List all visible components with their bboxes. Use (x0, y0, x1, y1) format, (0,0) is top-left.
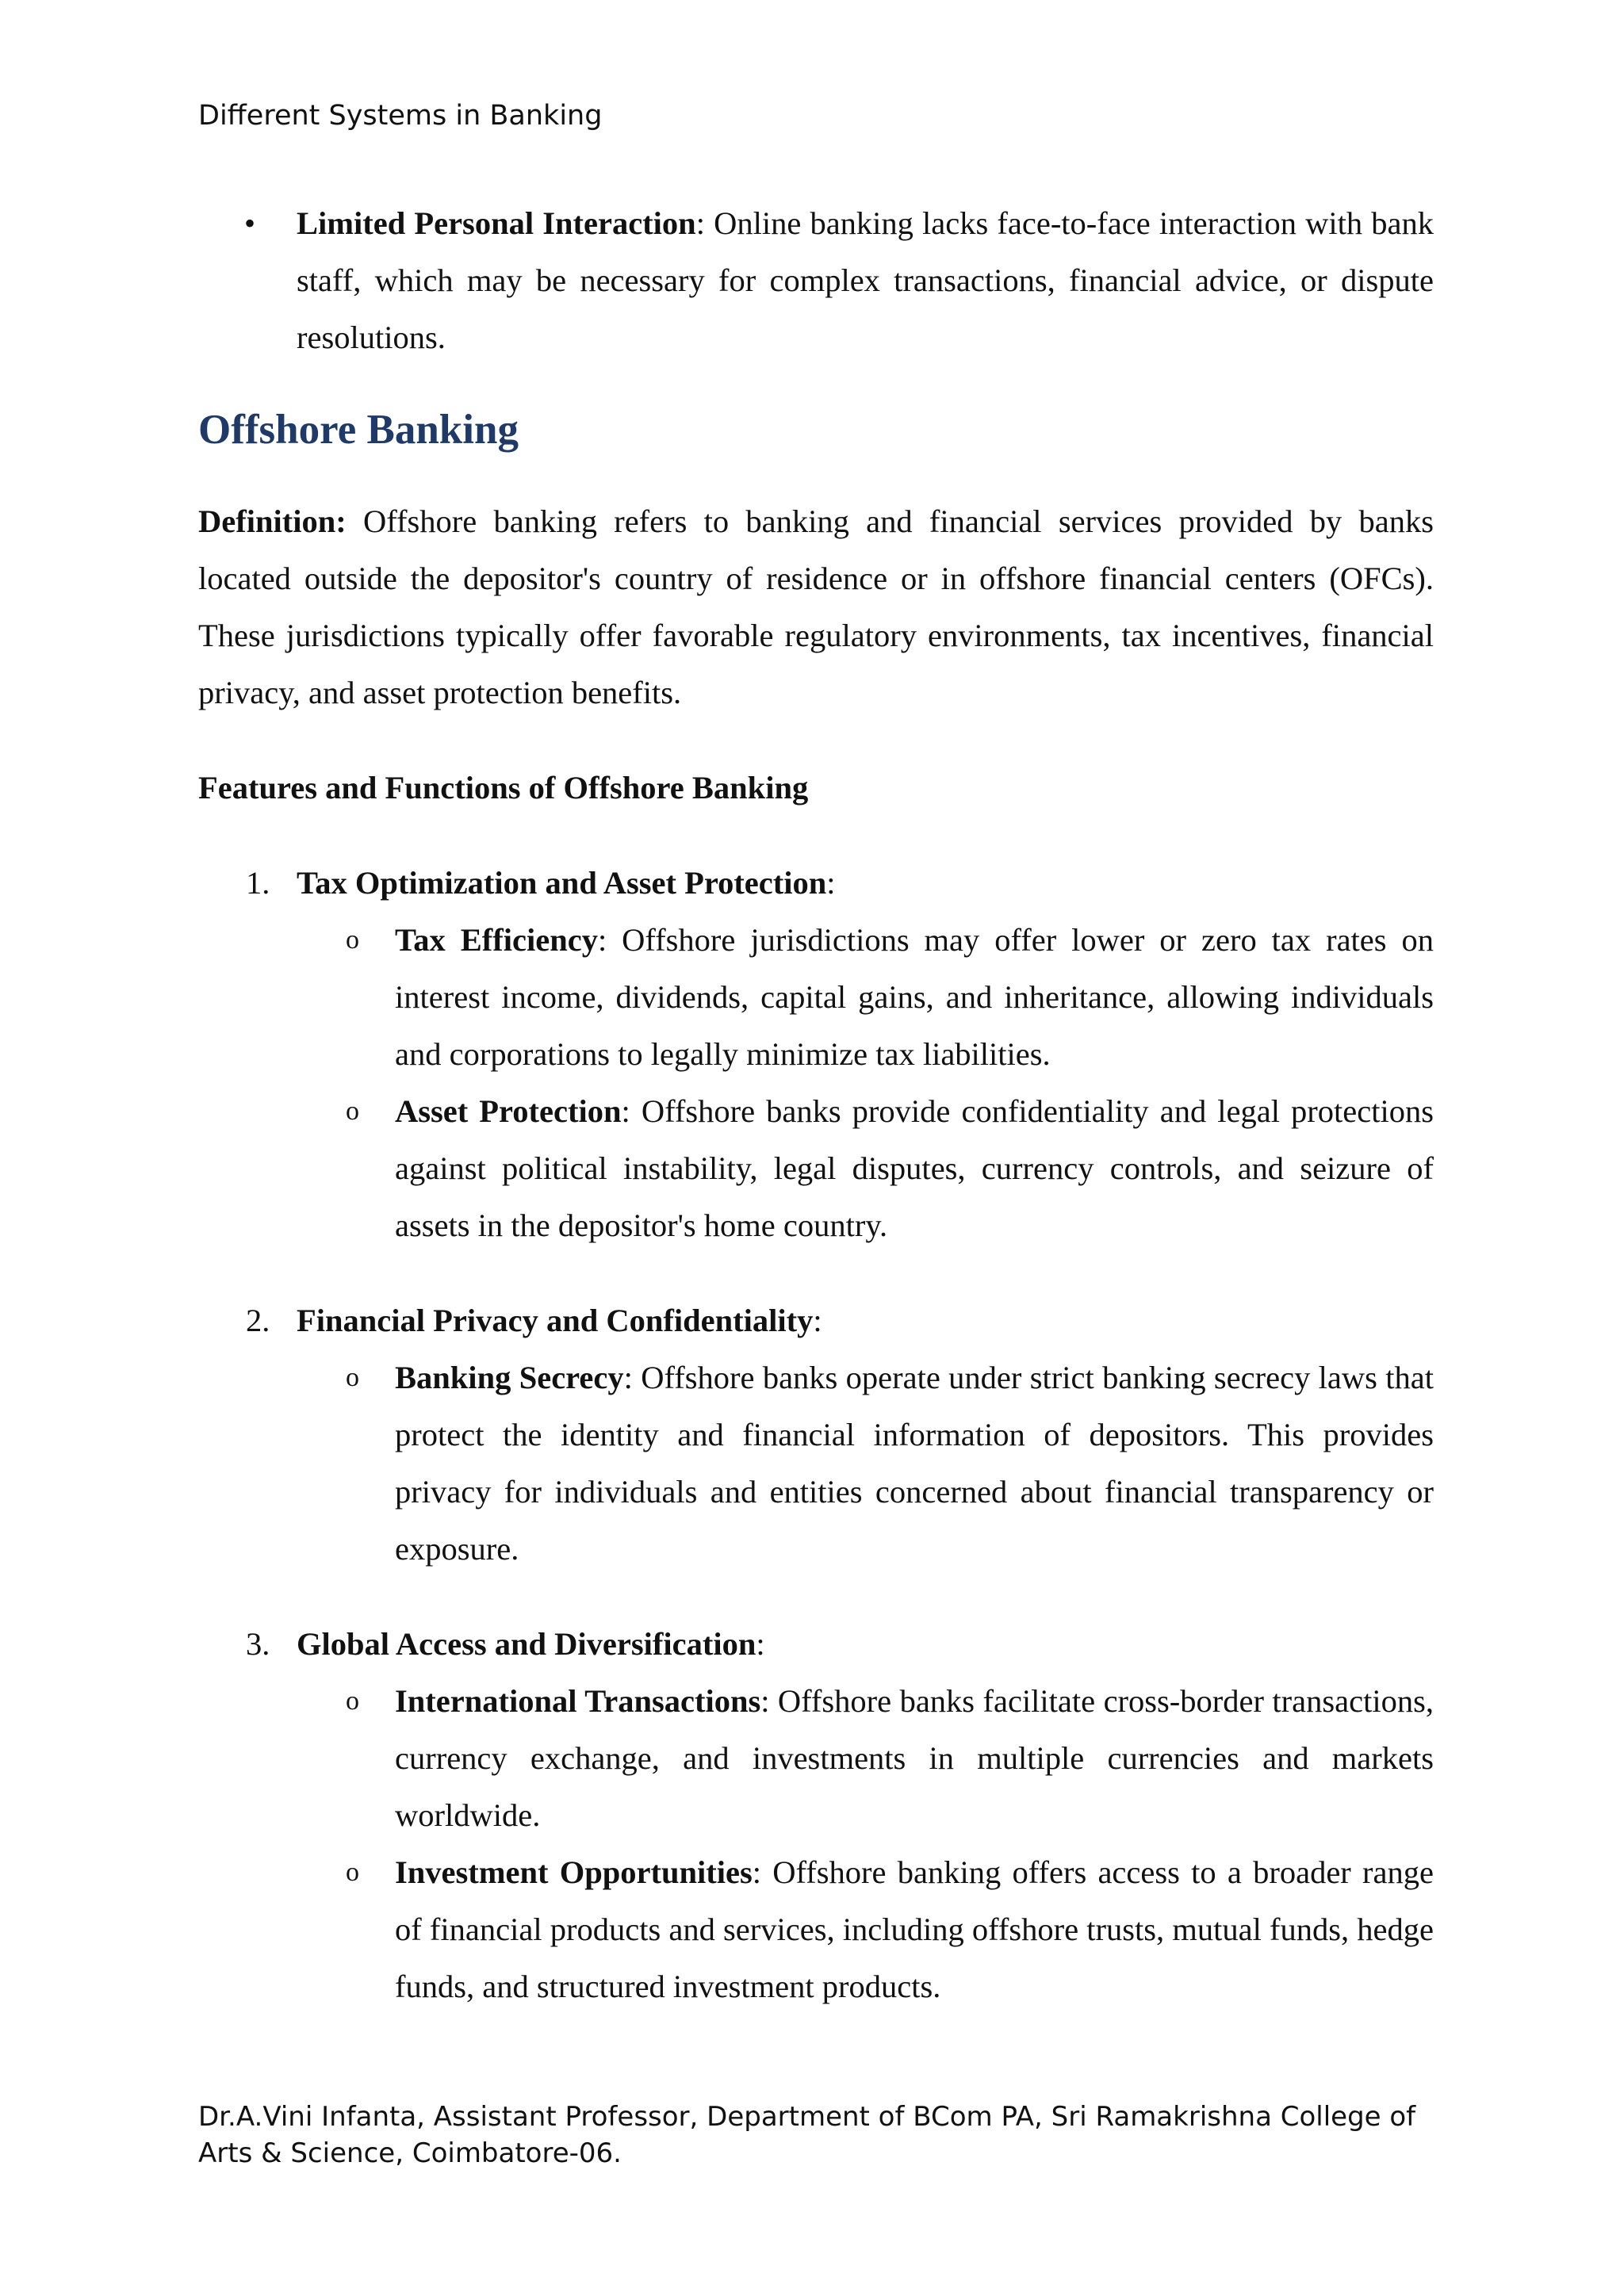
bullet-punct: : (695, 205, 705, 241)
bullet-marker: • (244, 205, 256, 241)
sub-text: Offshore banks facilitate cross-border transactions, currency exchange, and investments in multiple currencies and markets worldwide. (395, 1683, 1434, 1833)
section-heading: Offshore Banking (198, 407, 519, 453)
numbered-item-global-access (198, 1616, 1434, 1673)
item-punct: : (813, 1303, 822, 1338)
sub-term: Tax Efficiency (395, 922, 598, 958)
sub-item-banking-secrecy (198, 1349, 1434, 1578)
item-punct: : (826, 865, 836, 901)
sub-marker: o (346, 1686, 359, 1716)
sub-marker: o (346, 925, 359, 955)
sub-punct: : (752, 1854, 762, 1890)
item-title: Global Access and Diversification (297, 1626, 756, 1662)
sub-punct: : (597, 922, 607, 958)
sub-list (198, 912, 1434, 1254)
sub-marker: o (346, 1096, 359, 1126)
sub-text: Offshore banks provide confidentiality and legal protections against political instability, legal disputes, currency controls, and seizure of assets in the depositor's home country. (395, 1093, 1434, 1243)
sub-punct: : (623, 1360, 633, 1395)
sub-item-international-transactions (198, 1673, 1434, 1844)
item-number: 3. (246, 1626, 270, 1662)
sub-term: Investment Opportunities (395, 1854, 753, 1890)
bullet-item-limited-interaction (198, 195, 1434, 366)
numbered-item-financial-privacy (198, 1292, 1434, 1349)
sub-text: Offshore banks operate under strict banking secrecy laws that protect the identity and financial information of depositors. This provides privacy for individuals and entities concerned about financial transparency or exposure. (395, 1360, 1434, 1567)
sub-item-asset-protection (198, 1083, 1434, 1254)
document-body (198, 195, 1434, 2015)
item-number: 1. (246, 865, 270, 901)
bullet-text: Online banking lacks face-to-face interaction with bank staff, which may be necessary for complex transactions, financial advice, or dispute resolutions. (297, 205, 1434, 355)
running-header: Different Systems in Banking (198, 100, 603, 132)
sub-text: Offshore banking offers access to a broader range of financial products and services, including offshore trusts, mutual funds, hedge funds, and structured investment products. (395, 1854, 1434, 2004)
sub-marker: o (346, 1363, 359, 1392)
definition-paragraph (198, 493, 1434, 721)
sub-text: Offshore jurisdictions may offer lower or zero tax rates on interest income, dividends, capital gains, and inheritance, allowing individuals and corporations to legally minimize tax liabilities. (395, 922, 1434, 1072)
item-title: Financial Privacy and Confidentiality (297, 1303, 814, 1338)
features-heading: Features and Functions of Offshore Banking (198, 770, 809, 806)
sub-list (198, 1349, 1434, 1578)
item-punct: : (756, 1626, 765, 1662)
definition-text: Offshore banking refers to banking and financial services provided by banks located outside the depositor's country of residence or in offshore financial centers (OFCs). These jurisdictions typically offer favorable regulatory environments, tax incentives, financial privacy, and asset protection benefits. (198, 503, 1434, 710)
sub-item-tax-efficiency (198, 912, 1434, 1083)
definition-label: Definition: (198, 503, 347, 539)
sub-list (198, 1673, 1434, 2015)
item-title: Tax Optimization and Asset Protection (297, 865, 827, 901)
sub-marker: o (346, 1858, 359, 1887)
sub-term: Banking Secrecy (395, 1360, 624, 1395)
sub-item-investment-opportunities (198, 1844, 1434, 2015)
numbered-item-tax-optimization (198, 855, 1434, 912)
item-number: 2. (246, 1303, 270, 1338)
sub-punct: : (760, 1683, 770, 1719)
sub-term: International Transactions (395, 1683, 761, 1719)
running-footer: Dr.A.Vini Infanta, Assistant Professor, Department of BCom PA, Sri Ramakrishna College of Arts & Science, Coimbatore-06. (198, 2101, 1416, 2169)
bullet-term: Limited Personal Interaction (297, 205, 696, 241)
sub-term: Asset Protection (395, 1093, 622, 1129)
sub-punct: : (621, 1093, 630, 1129)
